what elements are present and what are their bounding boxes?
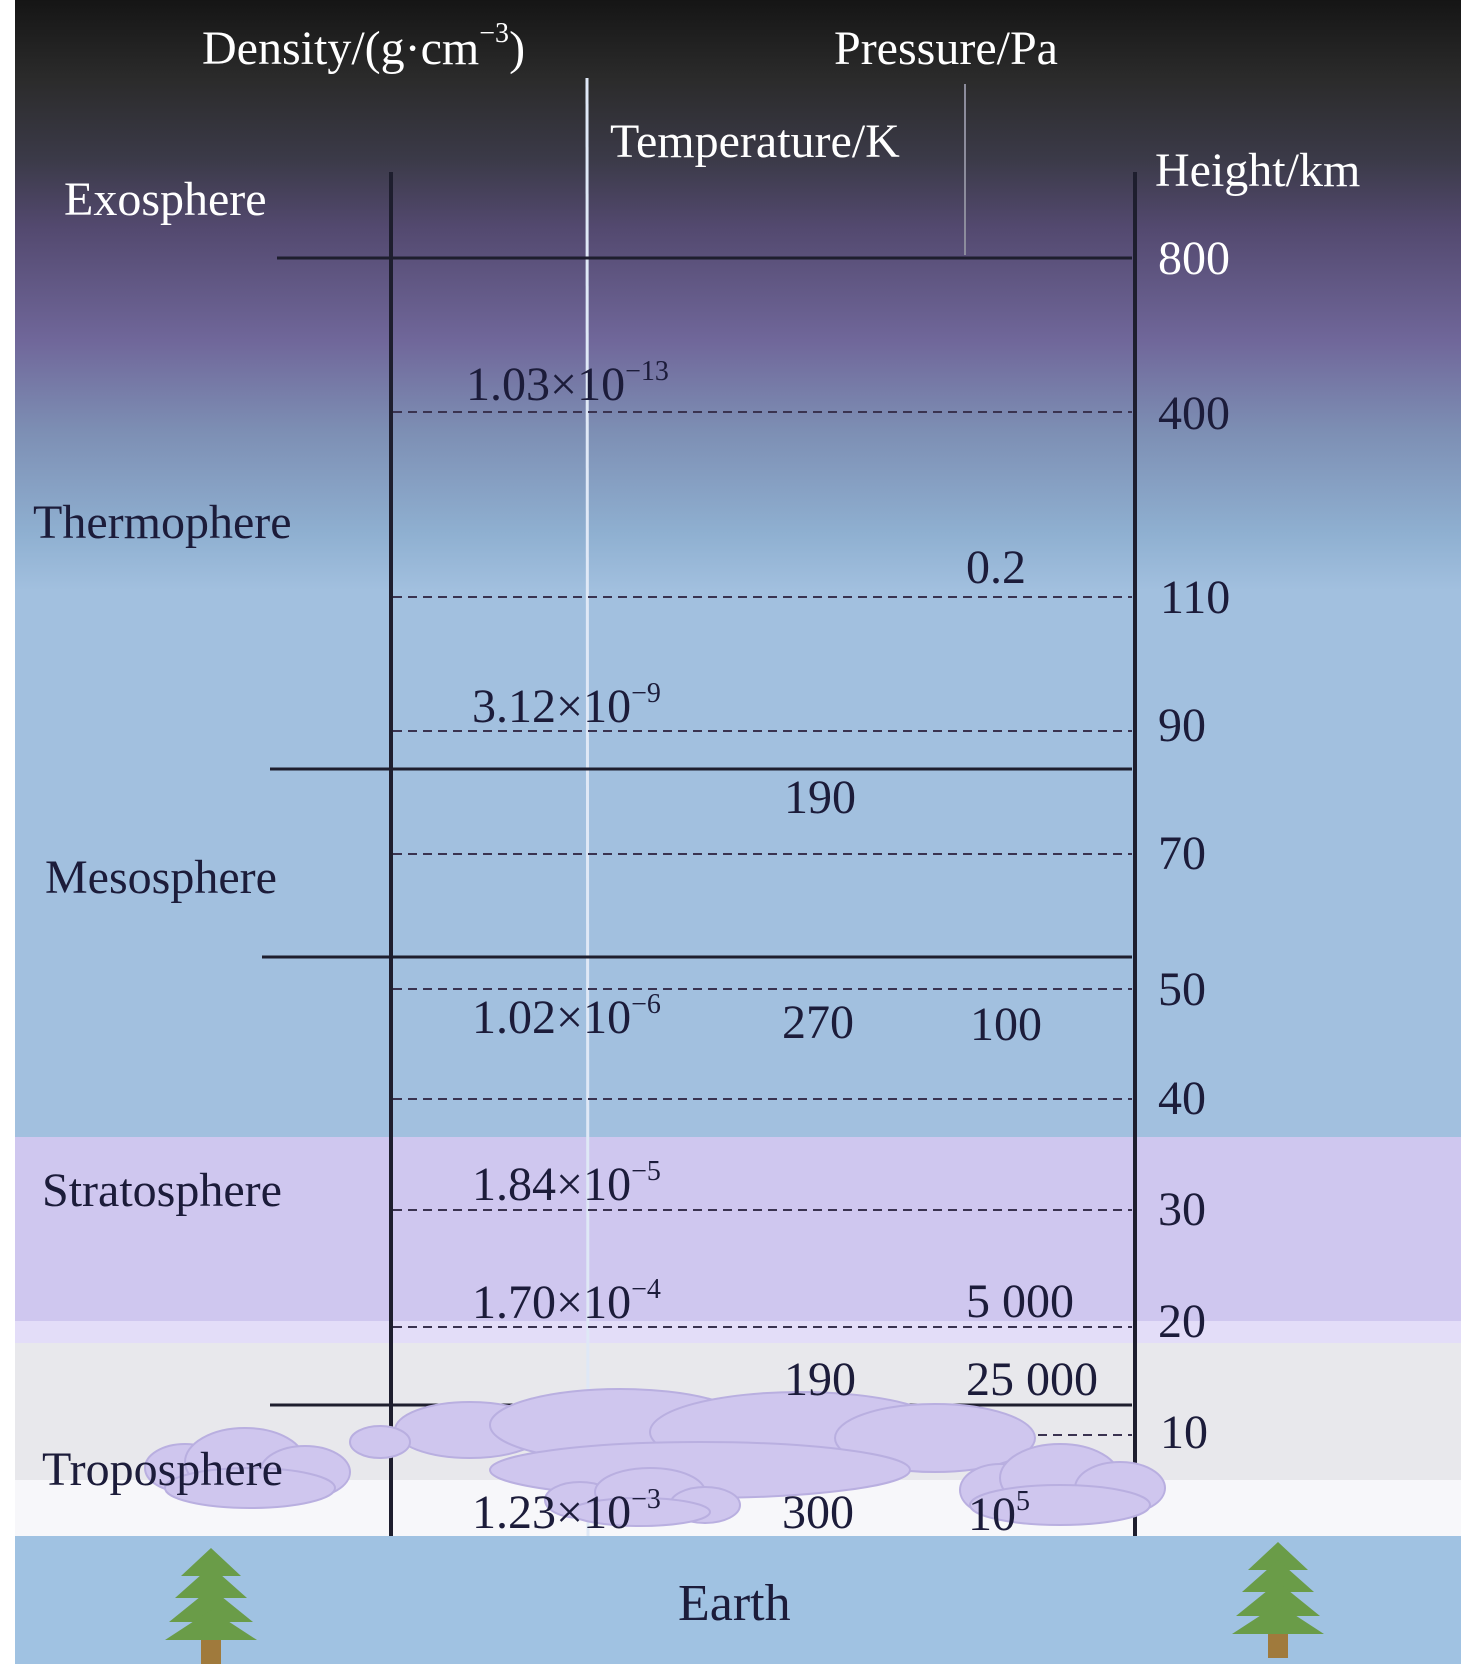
density-value: $1.70\times 10^{-4}$: [472, 1274, 661, 1329]
layer-exosphere: Exosphere: [64, 173, 267, 226]
height-header: Height/km: [1155, 144, 1361, 197]
density-value: $1.02\times 10^{-6}$: [472, 989, 661, 1044]
density-value: $1.03\times 10^{-13}$: [466, 356, 669, 411]
temperature-value: 300: [782, 1486, 854, 1539]
pressure-value: $10^5$: [968, 1486, 1030, 1541]
pressure-value: 0.2: [966, 541, 1026, 594]
stratosphere-edge-band: [15, 1321, 1461, 1343]
layer-thermosphere: Thermophere: [33, 496, 292, 549]
height-label: 40: [1158, 1072, 1206, 1125]
density-value: $1.23\times 10^{-3}$: [472, 1484, 661, 1539]
height-label: 400: [1158, 387, 1230, 440]
density-value: $1.84\times 10^{-5}$: [472, 1156, 661, 1211]
height-label: 30: [1158, 1183, 1206, 1236]
height-label: 10: [1160, 1406, 1208, 1459]
temperature-value: 190: [784, 771, 856, 824]
temperature-value: 190: [784, 1353, 856, 1406]
earth-label: Earth: [678, 1575, 791, 1632]
pressure-value: 25 000: [966, 1353, 1098, 1406]
pressure-value: 100: [970, 998, 1042, 1051]
layer-stratosphere: Stratosphere: [42, 1164, 282, 1217]
density-header: Density/$(g\cdot cm^{-3})$: [202, 18, 526, 75]
height-label: 50: [1158, 963, 1206, 1016]
height-label: 20: [1158, 1295, 1206, 1348]
height-label: 110: [1160, 571, 1231, 624]
density-value: $3.12\times 10^{-9}$: [472, 678, 661, 733]
layer-troposphere: Troposphere: [42, 1443, 283, 1496]
temperature-header: Temperature/K: [610, 115, 900, 168]
pressure-header: Pressure/Pa: [834, 22, 1058, 75]
layer-mesosphere: Mesosphere: [45, 851, 277, 904]
temperature-value: 270: [782, 996, 854, 1049]
height-label: 70: [1158, 827, 1206, 880]
height-label: 90: [1158, 699, 1206, 752]
pressure-value: 5 000: [966, 1275, 1074, 1328]
height-label: 800: [1158, 232, 1230, 285]
